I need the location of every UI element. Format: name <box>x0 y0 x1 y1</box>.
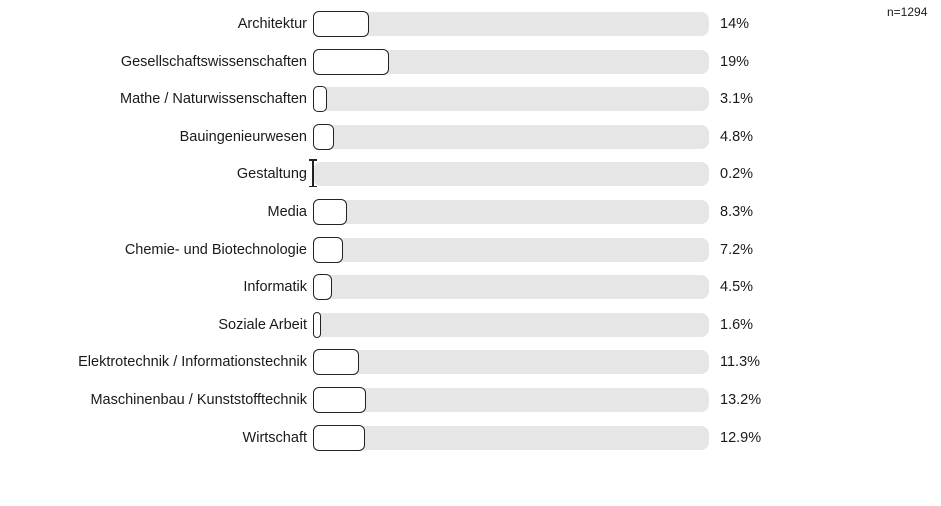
bar-track <box>313 275 709 299</box>
bar-track <box>313 87 709 111</box>
category-label: Elektrotechnik / Informationstechnik <box>78 354 307 371</box>
value-label: 8.3% <box>720 204 754 220</box>
bar <box>313 11 369 37</box>
bar <box>313 237 343 263</box>
value-label: 12.9% <box>720 429 762 446</box>
bar-row <box>0 47 941 77</box>
category-label: Mathe / Naturwissenschaften <box>120 91 307 108</box>
category-label: Architektur <box>237 16 307 32</box>
value-label: 19% <box>720 53 750 70</box>
value-label: 1.6% <box>720 316 754 333</box>
bar-track <box>313 238 709 262</box>
bar-row <box>0 122 941 152</box>
bar-track <box>313 200 709 224</box>
bar-row <box>0 197 941 227</box>
bar-row <box>0 235 941 265</box>
category-label: Informatik <box>243 279 307 296</box>
value-label: 3.1% <box>720 91 754 108</box>
bar <box>313 312 321 338</box>
value-label: 4.5% <box>720 279 754 296</box>
bar-track <box>313 12 709 36</box>
bar <box>313 349 359 375</box>
value-label: 7.2% <box>720 241 754 258</box>
bar-row <box>0 84 941 114</box>
bar-row <box>0 347 941 377</box>
bar <box>313 387 366 413</box>
bar <box>313 425 365 451</box>
value-label: 0.2% <box>720 166 754 183</box>
category-label: Maschinenbau / Kunststofftechnik <box>90 392 307 408</box>
bar-row <box>0 159 941 189</box>
category-label: Gestaltung <box>236 166 307 183</box>
bar <box>313 274 332 300</box>
bar <box>313 124 334 150</box>
value-label: 14% <box>720 16 750 32</box>
sample-size-label: n=1294 <box>887 5 928 19</box>
category-label: Media <box>267 204 307 220</box>
bar-track <box>313 426 709 450</box>
bar-row <box>0 423 941 453</box>
bar <box>313 86 327 112</box>
category-label: Chemie- und Biotechnologie <box>124 241 307 258</box>
category-label: Soziale Arbeit <box>218 316 307 333</box>
bar-track <box>313 350 709 374</box>
bar-row <box>0 385 941 415</box>
bar-row <box>0 272 941 302</box>
bar-track <box>313 388 709 412</box>
bar <box>313 49 389 75</box>
bar-track <box>313 162 709 186</box>
category-label: Gesellschaftswissenschaften <box>120 53 307 70</box>
bar-track <box>313 125 709 149</box>
bar-row <box>0 310 941 340</box>
category-label: Wirtschaft <box>242 429 307 446</box>
value-label: 11.3% <box>720 354 761 371</box>
bar-track <box>313 313 709 337</box>
bar <box>313 199 347 225</box>
bar-row <box>0 9 941 39</box>
value-label: 4.8% <box>720 128 754 145</box>
value-label: 13.2% <box>720 392 762 408</box>
category-label: Bauingenieurwesen <box>179 128 307 145</box>
bar <box>309 159 317 187</box>
